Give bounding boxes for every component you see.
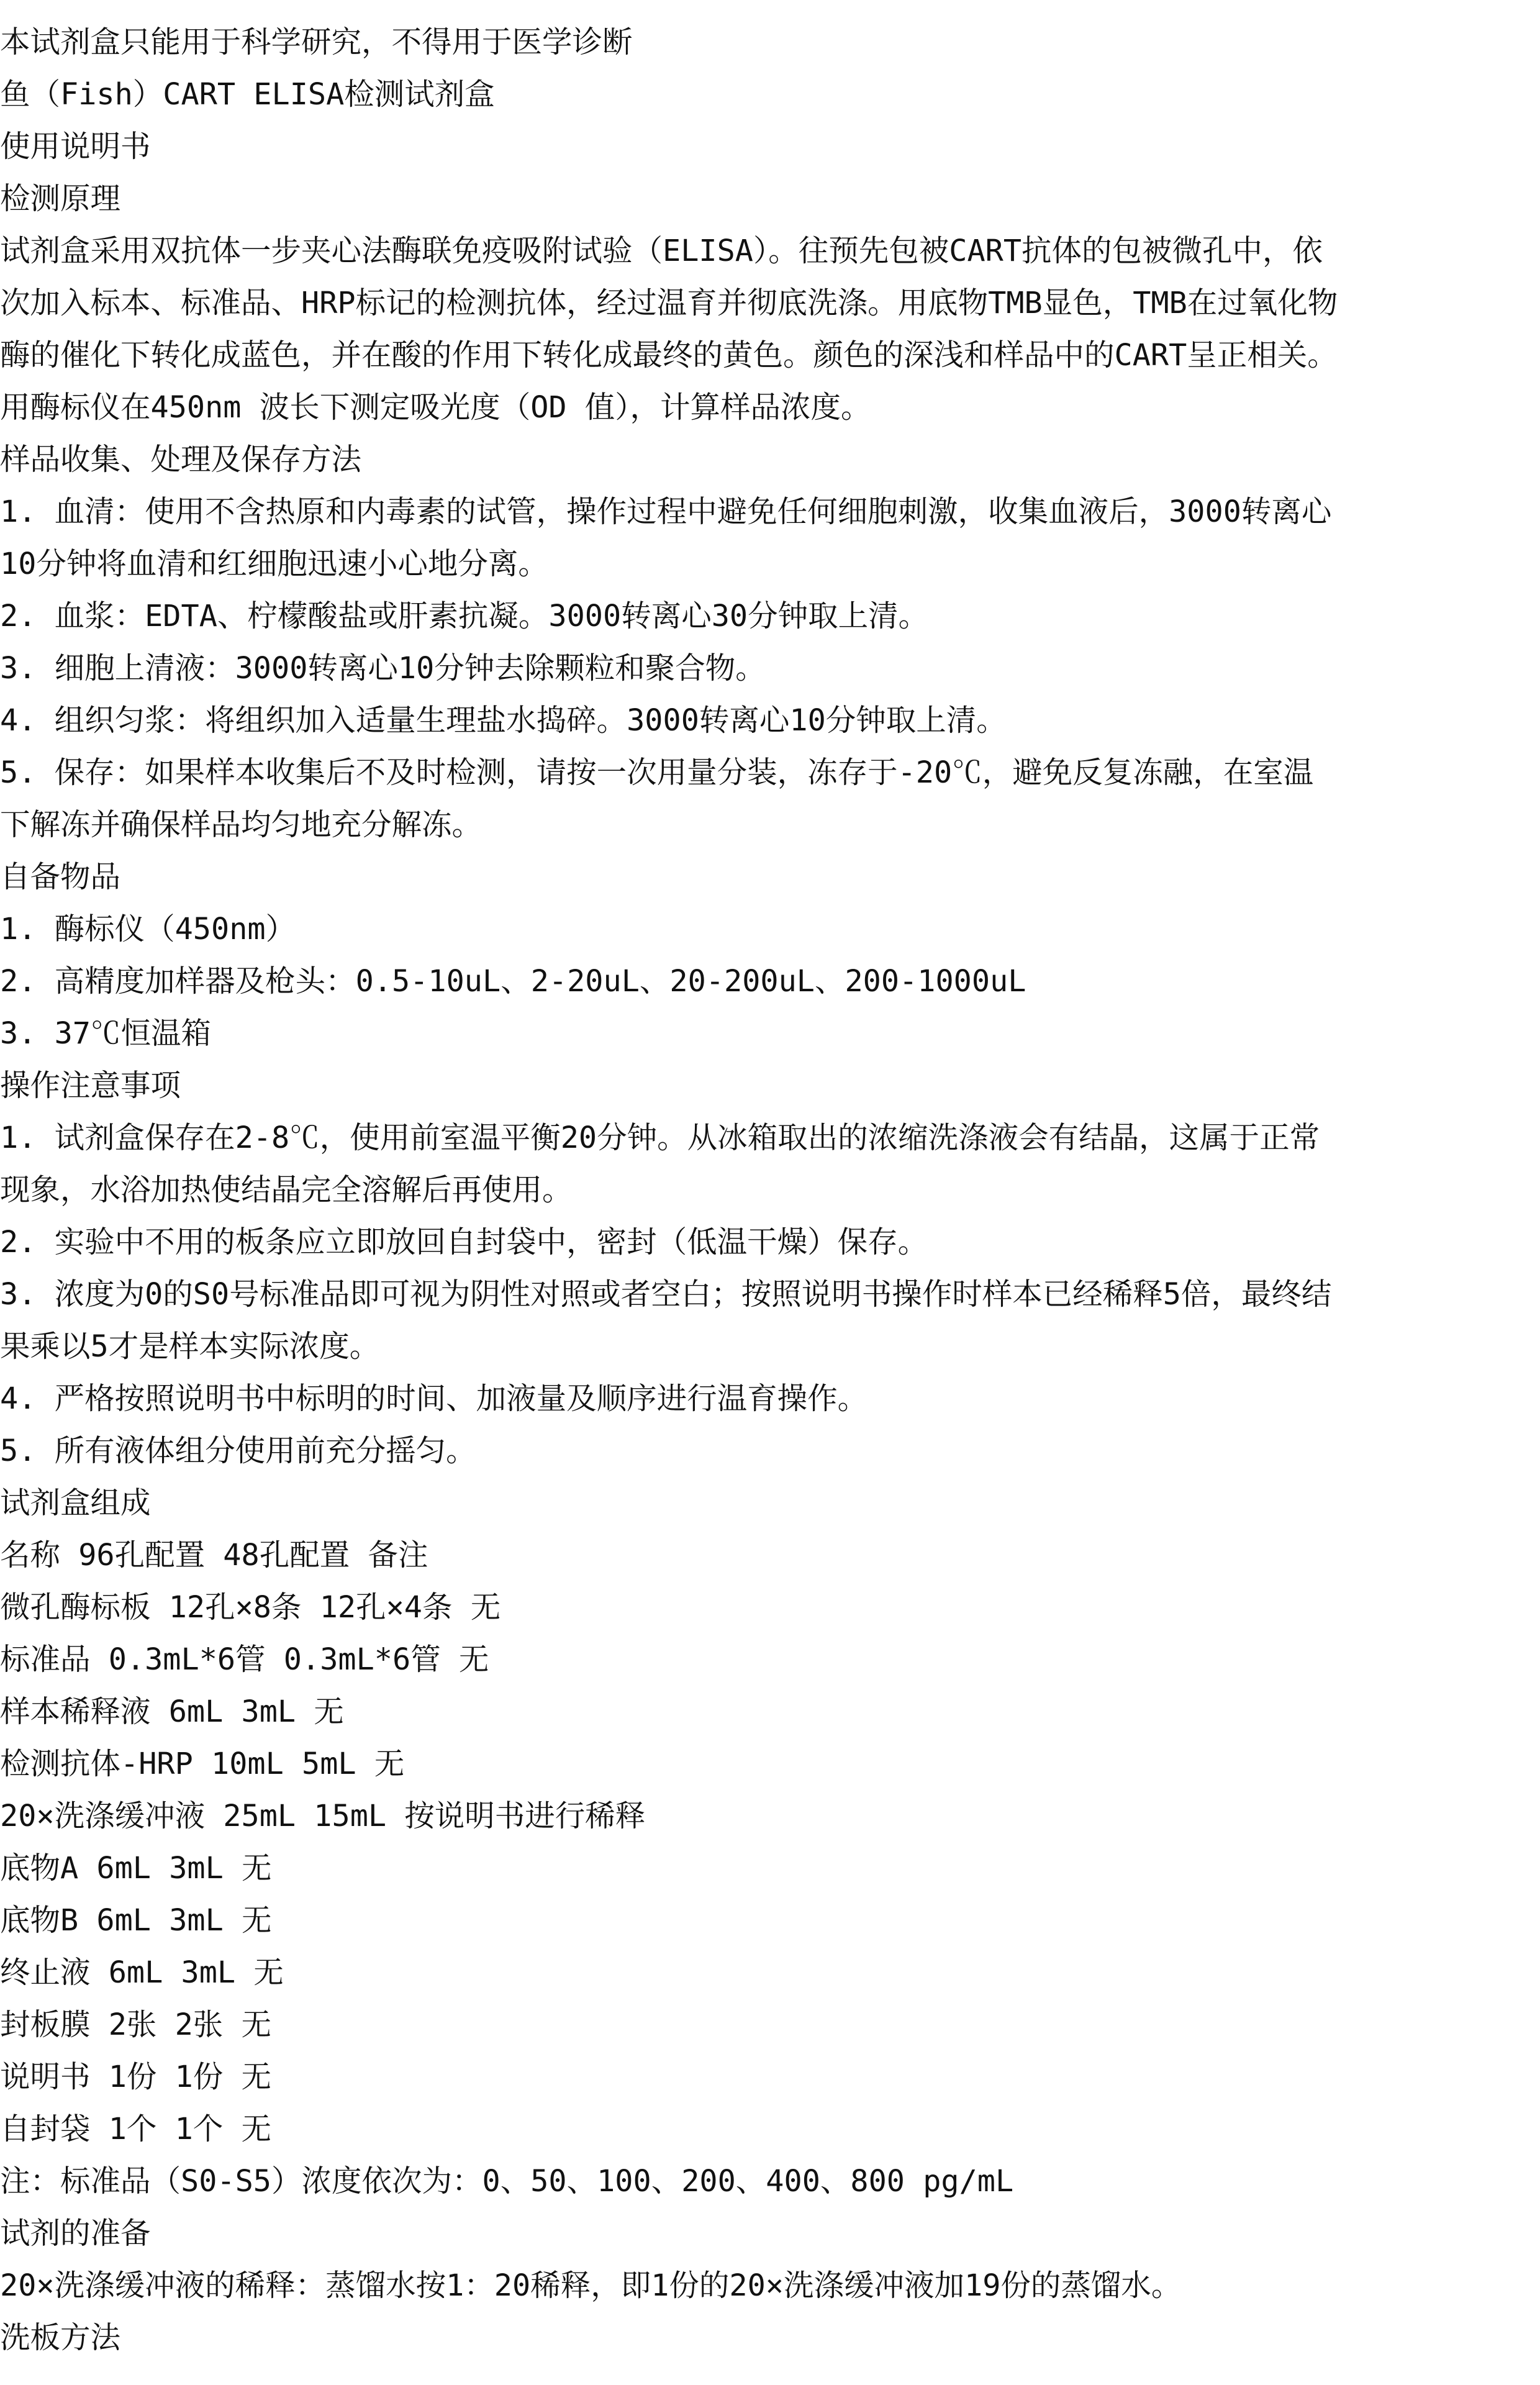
components-row: 封板膜 2张 2张 无 [0,2007,271,2042]
notes-item-line: 3. 浓度为0的S0号标准品即可视为阴性对照或者空白；按照说明书操作时样本已经稀释5倍，最终结 [0,1277,1332,1312]
principle-text-line: 次加入标本、标准品、HRP标记的检测抗体，经过温育并彻底洗涤。用底物TMB显色，TMB在过氧化物 [0,286,1338,320]
section-heading-materials: 自备物品 [0,860,121,894]
document-body [0,16,1540,2364]
section-heading-sample: 样品收集、处理及保存方法 [0,442,362,477]
sample-item-line: 4. 组织匀浆：将组织加入适量生理盐水捣碎。3000转离心10分钟取上清。 [0,703,1007,738]
materials-item: 2. 高精度加样器及枪头：0.5-10uL、2-20uL、20-200uL、200-1000uL [0,964,1026,999]
notes-item-line: 4. 严格按照说明书中标明的时间、加液量及顺序进行温育操作。 [0,1381,868,1416]
components-row: 底物B 6mL 3mL 无 [0,1903,272,1938]
notes-item-line: 1. 试剂盒保存在2-8℃，使用前室温平衡20分钟。从冰箱取出的浓缩洗涤液会有结晶，这属于正常 [0,1120,1320,1155]
notes-item-line: 果乘以5才是样本实际浓度。 [0,1329,380,1364]
section-heading-principle: 检测原理 [0,181,121,216]
components-row: 微孔酶标板 12孔×8条 12孔×4条 无 [0,1590,501,1625]
components-row: 样本稀释液 6mL 3mL 无 [0,1694,344,1729]
sample-item-line: 3. 细胞上清液：3000转离心10分钟去除颗粒和聚合物。 [0,651,766,686]
section-heading-reagent-prep: 试剂的准备 [0,2216,151,2251]
reagent-prep-text: 20×洗涤缓冲液的稀释：蒸馏水按1：20稀释，即1份的20×洗涤缓冲液加19份的蒸馏水。 [0,2268,1182,2303]
materials-item: 1. 酶标仪（450nm） [0,912,296,947]
product-title: 鱼（Fish）CART ELISA检测试剂盒 [0,77,495,112]
standards-note: 注：标准品（S0-S5）浓度依次为：0、50、100、200、400、800 pg/mL [0,2164,1014,2199]
sample-item-line: 下解冻并确保样品均匀地充分解冻。 [0,807,482,842]
sample-item-line: 10分钟将血清和红细胞迅速小心地分离。 [0,547,548,581]
section-heading-components: 试剂盒组成 [0,1486,151,1520]
materials-item: 3. 37℃恒温箱 [0,1016,211,1051]
components-row: 底物A 6mL 3mL 无 [0,1851,272,1886]
sample-item-line: 1. 血清：使用不含热原和内毒素的试管，操作过程中避免任何细胞刺激，收集血液后，3000转离心 [0,494,1332,529]
section-heading-notes: 操作注意事项 [0,1068,181,1103]
components-row: 检测抗体-HRP 10mL 5mL 无 [0,1747,405,1781]
manual-heading: 使用说明书 [0,129,151,164]
principle-text-line: 试剂盒采用双抗体一步夹心法酶联免疫吸附试验（ELISA）。往预先包被CART抗体的包被微孔中，依 [0,234,1323,268]
section-heading-plate-washing: 洗板方法 [0,2320,121,2355]
sample-item-line: 2. 血浆：EDTA、柠檬酸盐或肝素抗凝。3000转离心30分钟取上清。 [0,599,929,634]
components-row: 20×洗涤缓冲液 25mL 15mL 按说明书进行稀释 [0,1799,646,1833]
principle-text-line: 用酶标仪在450nm 波长下测定吸光度（OD 值），计算样品浓度。 [0,390,871,425]
components-header-row: 名称 96孔配置 48孔配置 备注 [0,1538,428,1573]
components-row: 终止液 6mL 3mL 无 [0,1955,284,1990]
components-row: 说明书 1份 1份 无 [0,2060,271,2094]
disclaimer-line: 本试剂盒只能用于科学研究，不得用于医学诊断 [0,25,633,60]
notes-item-line: 2. 实验中不用的板条应立即放回自封袋中，密封（低温干燥）保存。 [0,1225,928,1260]
components-row: 自封袋 1个 1个 无 [0,2112,271,2146]
notes-item-line: 现象，水浴加热使结晶完全溶解后再使用。 [0,1173,573,1207]
components-row: 标准品 0.3mL*6管 0.3mL*6管 无 [0,1642,489,1677]
principle-text-line: 酶的催化下转化成蓝色，并在酸的作用下转化成最终的黄色。颜色的深浅和样品中的CART呈正相关。 [0,338,1338,373]
notes-item-line: 5. 所有液体组分使用前充分摇匀。 [0,1433,476,1468]
sample-item-line: 5. 保存：如果样本收集后不及时检测，请按一次用量分装，冻存于-20℃，避免反复冻融，在室温 [0,755,1314,790]
